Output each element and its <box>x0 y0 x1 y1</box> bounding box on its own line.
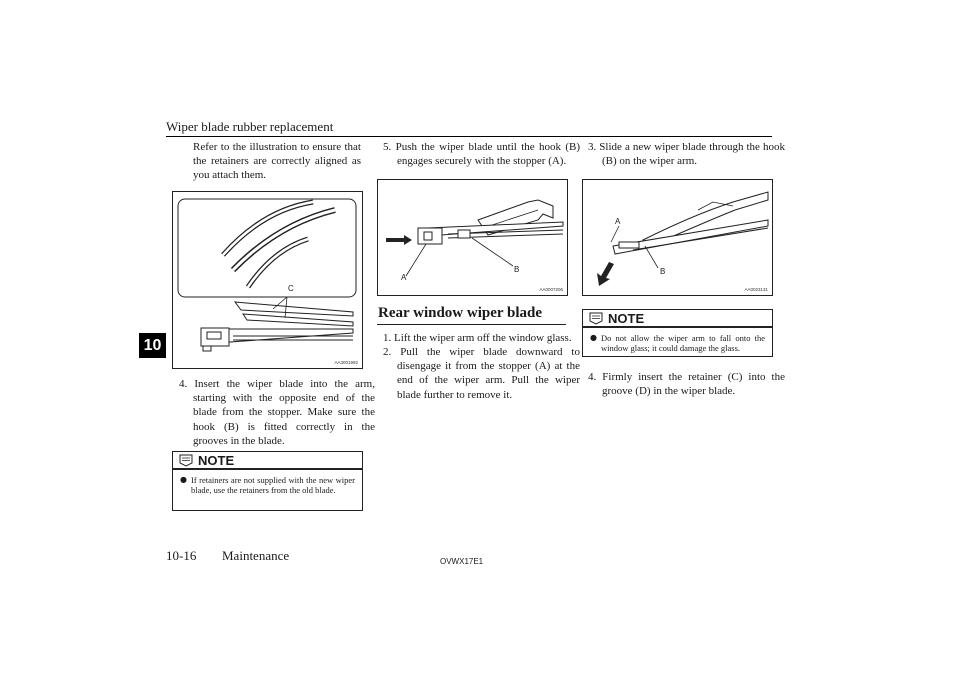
step-4-insert: 4. Insert the wiper blade into the arm, starting with the opposite end of the blade from the stopper. Make sure the hook (B) is fitted correctly in the grooves in the blade. <box>179 378 375 447</box>
note-label: NOTE <box>198 452 235 468</box>
stopper-illustration <box>377 179 568 296</box>
note-text: If retainers are not supplied with the new wiper blade, use the retainers from the old blade. <box>191 474 355 495</box>
retainer-illustration <box>172 191 363 369</box>
stopper-drawing <box>378 180 567 295</box>
section-title: Rear window wiper blade <box>378 305 543 321</box>
figure-code: AA0023131 <box>744 287 768 292</box>
note-icon <box>588 312 604 325</box>
hook-illustration <box>582 179 773 296</box>
hook-drawing <box>583 180 772 295</box>
label-b: B <box>660 267 666 276</box>
label-c: C <box>288 284 294 293</box>
page-header: Wiper blade rubber replacement <box>166 119 334 134</box>
note-label: NOTE <box>608 310 645 326</box>
intro-text: Refer to the illustration to ensure that the retainers are correctly aligned as you attach them. <box>193 141 361 182</box>
label-b: B <box>514 265 520 274</box>
note-body <box>173 470 362 502</box>
step-4-firmly-insert: 4. Firmly insert the retainer (C) into the groove (D) in the wiper blade. <box>588 371 785 398</box>
footer-section: Maintenance <box>222 548 290 563</box>
step-1-lift: 1. Lift the wiper arm off the window glass. <box>383 332 572 344</box>
note-box-retainers <box>172 451 363 511</box>
figure-code: AA3001992 <box>334 360 358 365</box>
page-number: 10-16 <box>166 548 197 563</box>
note-text: Do not allow the wiper arm to fall onto the window glass; it could damage the glass. <box>601 332 765 353</box>
note-icon <box>178 454 194 467</box>
bullet-icon: ● <box>590 332 597 342</box>
figure-code: AA0007206 <box>539 287 563 292</box>
note-header <box>583 310 772 326</box>
note-header <box>173 452 362 468</box>
note-body <box>583 328 772 360</box>
bullet-icon: ● <box>180 474 187 484</box>
step-2-pull: 2. Pull the wiper blade downward to disengage it from the stopper (A) at the end of the wiper arm. Pull the wiper blade further to remove it. <box>383 346 580 401</box>
label-a: A <box>615 217 621 226</box>
step-5-push: 5. Push the wiper blade until the hook (B) engages securely with the stopper (A). <box>383 141 580 168</box>
step-3-slide: 3. Slide a new wiper blade through the hook (B) on the wiper arm. <box>588 141 785 168</box>
retainer-drawing <box>173 192 362 368</box>
header-rule <box>166 136 772 137</box>
doc-code: OVWX17E1 <box>440 557 484 566</box>
section-rule <box>377 324 566 325</box>
chapter-tab: 10 <box>139 333 166 358</box>
label-a: A <box>401 273 407 282</box>
note-box-wiper-arm <box>582 309 773 357</box>
